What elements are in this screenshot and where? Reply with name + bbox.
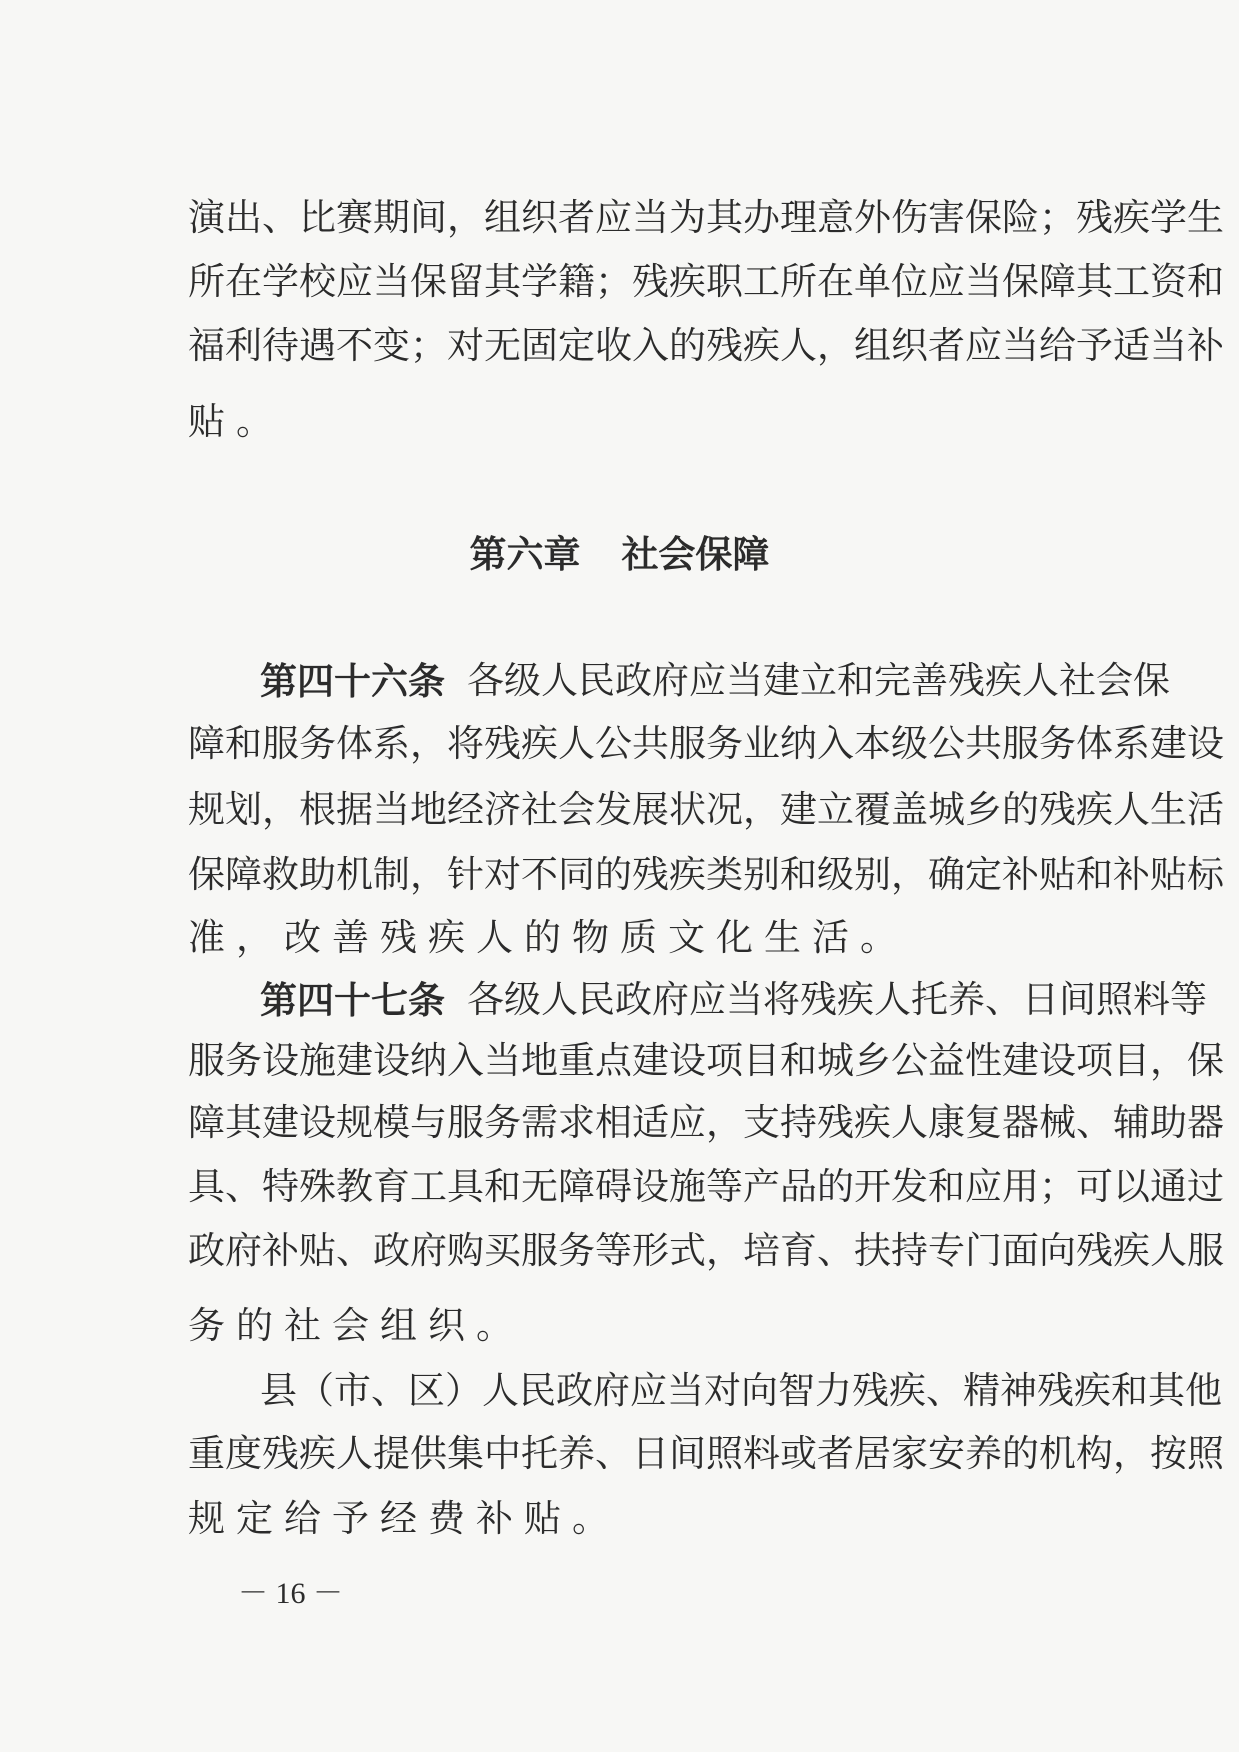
text-line: [260, 977, 1207, 1023]
text-segment: 各级人民政府应当建立和完善残疾人社会保: [467, 659, 1170, 702]
text-line: 准，改善残疾人的物质文化生活。: [188, 916, 908, 959]
text-line: 贴。: [188, 400, 284, 443]
chapter-title: 社会保障: [621, 532, 770, 576]
text-line: 政府补贴、政府购买服务等形式，培育、扶持专门面向残疾人服: [188, 1229, 1224, 1272]
text-line: 规定给予经费补贴。: [188, 1497, 620, 1540]
text-line: 服务设施建设纳入当地重点建设项目和城乡公益性建设项目，保: [188, 1039, 1224, 1082]
chapter-heading: [0, 524, 1239, 578]
article-label: 第四十七条: [260, 978, 445, 1022]
text-line: 务的社会组织。: [188, 1304, 524, 1347]
text-line: [260, 658, 1170, 704]
text-segment: 各级人民政府应当将残疾人托养、日间照料等: [467, 978, 1207, 1021]
text-line: 所在学校应当保留其学籍；残疾职工所在单位应当保障其工资和: [188, 260, 1224, 303]
text-line: 障和服务体系，将残疾人公共服务业纳入本级公共服务体系建设: [188, 722, 1224, 765]
chapter-number: 第六章: [469, 532, 581, 576]
text-line: 障其建设规模与服务需求相适应，支持残疾人康复器械、辅助器: [188, 1101, 1224, 1144]
text-line: 保障救助机制，针对不同的残疾类别和级别，确定补贴和补贴标: [188, 853, 1224, 896]
text-line: 具、特殊教育工具和无障碍设施等产品的开发和应用；可以通过: [188, 1165, 1224, 1208]
text-line: 规划，根据当地经济社会发展状况，建立覆盖城乡的残疾人生活: [188, 788, 1224, 831]
text-line: 演出、比赛期间，组织者应当为其办理意外伤害保险；残疾学生: [188, 196, 1224, 239]
text-line: 福利待遇不变；对无固定收入的残疾人，组织者应当给予适当补: [188, 324, 1224, 367]
text-line: 县（市、区）人民政府应当对向智力残疾、精神残疾和其他: [260, 1369, 1222, 1412]
text-line: 重度残疾人提供集中托养、日间照料或者居家安养的机构，按照: [188, 1432, 1224, 1475]
page-number: － 16 －: [238, 1577, 343, 1610]
article-label: 第四十六条: [260, 659, 445, 703]
